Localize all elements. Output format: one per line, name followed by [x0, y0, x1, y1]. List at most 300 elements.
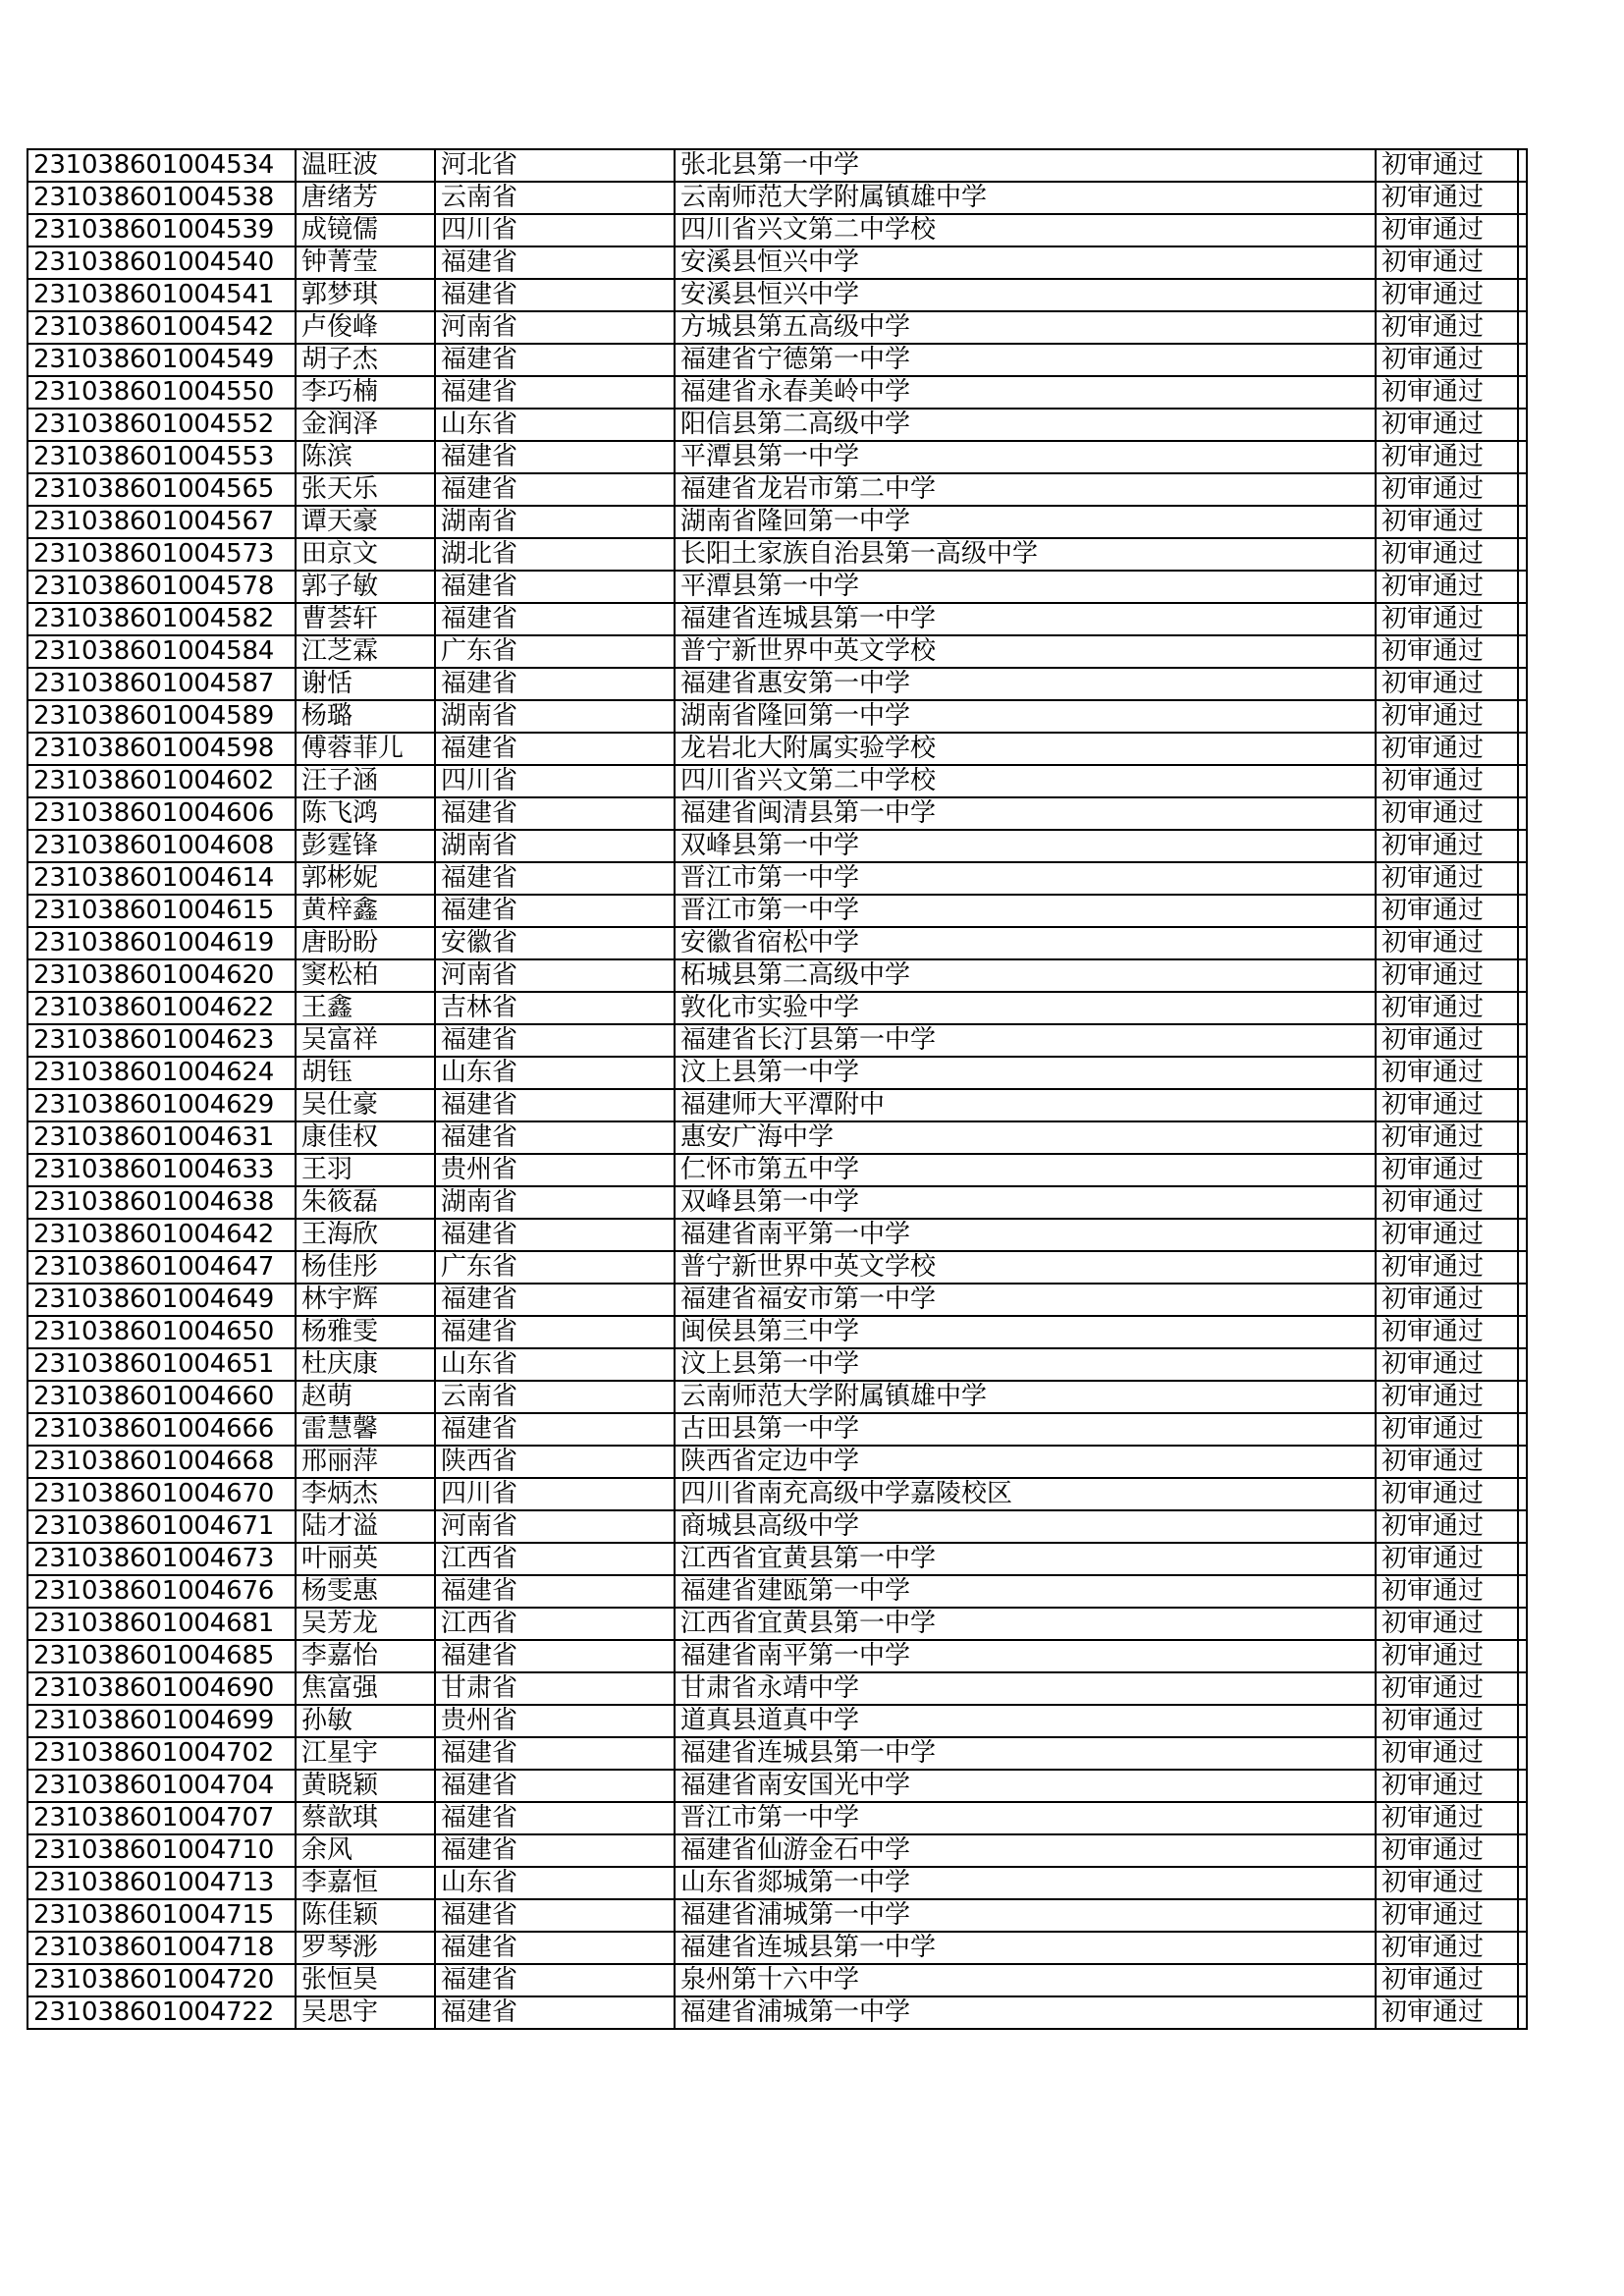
review-status-cell: 初审通过 — [1376, 668, 1518, 700]
applicant-name-cell: 余风 — [296, 1834, 435, 1867]
applicant-id-cell: 231038601004707 — [27, 1802, 296, 1834]
applicant-id-cell: 231038601004670 — [27, 1478, 296, 1510]
applicant-name-cell: 王羽 — [296, 1154, 435, 1186]
review-status-cell: 初审通过 — [1376, 1154, 1518, 1186]
school-cell: 湖南省隆回第一中学 — [675, 506, 1376, 538]
review-status-cell: 初审通过 — [1376, 1381, 1518, 1413]
empty-cell — [1518, 1932, 1527, 1964]
empty-cell — [1518, 279, 1527, 311]
applicant-id-cell: 231038601004589 — [27, 700, 296, 733]
province-cell: 四川省 — [435, 1478, 675, 1510]
province-cell: 山东省 — [435, 409, 675, 441]
school-cell: 泉州第十六中学 — [675, 1964, 1376, 1996]
province-cell: 贵州省 — [435, 1154, 675, 1186]
applicant-id-cell: 231038601004619 — [27, 927, 296, 959]
empty-cell — [1518, 635, 1527, 668]
review-status-cell: 初审通过 — [1376, 506, 1518, 538]
applicant-name-cell: 李嘉怡 — [296, 1640, 435, 1672]
province-cell: 福建省 — [435, 1575, 675, 1608]
applicant-name-cell: 成镜儒 — [296, 214, 435, 246]
province-cell: 福建省 — [435, 668, 675, 700]
table-row — [27, 214, 1527, 246]
empty-cell — [1518, 409, 1527, 441]
applicant-name-cell: 卢俊峰 — [296, 311, 435, 344]
applicant-name-cell: 杨璐 — [296, 700, 435, 733]
empty-cell — [1518, 344, 1527, 376]
applicant-id-cell: 231038601004622 — [27, 992, 296, 1024]
table-row — [27, 1510, 1527, 1543]
province-cell: 山东省 — [435, 1867, 675, 1899]
applicant-name-cell: 彭霆锋 — [296, 830, 435, 862]
school-cell: 普宁新世界中英文学校 — [675, 635, 1376, 668]
province-cell: 福建省 — [435, 1834, 675, 1867]
applicant-name-cell: 蔡歆琪 — [296, 1802, 435, 1834]
table-row — [27, 1251, 1527, 1284]
applicant-id-cell: 231038601004540 — [27, 246, 296, 279]
school-cell: 江西省宜黄县第一中学 — [675, 1608, 1376, 1640]
applicant-name-cell: 康佳权 — [296, 1121, 435, 1154]
applicant-name-cell: 李巧楠 — [296, 376, 435, 409]
school-cell: 云南师范大学附属镇雄中学 — [675, 182, 1376, 214]
school-cell: 晋江市第一中学 — [675, 1802, 1376, 1834]
review-status-cell: 初审通过 — [1376, 279, 1518, 311]
applicant-id-cell: 231038601004673 — [27, 1543, 296, 1575]
empty-cell — [1518, 473, 1527, 506]
school-cell: 平潭县第一中学 — [675, 571, 1376, 603]
empty-cell — [1518, 1284, 1527, 1316]
school-cell: 四川省兴文第二中学校 — [675, 214, 1376, 246]
applicant-name-cell: 赵萌 — [296, 1381, 435, 1413]
applicant-id-cell: 231038601004623 — [27, 1024, 296, 1057]
table-row — [27, 1834, 1527, 1867]
province-cell: 河南省 — [435, 1510, 675, 1543]
table-row — [27, 1121, 1527, 1154]
table-row — [27, 311, 1527, 344]
table-row — [27, 1024, 1527, 1057]
table-row — [27, 1802, 1527, 1834]
review-status-cell: 初审通过 — [1376, 1575, 1518, 1608]
review-status-cell: 初审通过 — [1376, 311, 1518, 344]
school-cell: 福建省龙岩市第二中学 — [675, 473, 1376, 506]
applicant-name-cell: 李炳杰 — [296, 1478, 435, 1510]
empty-cell — [1518, 311, 1527, 344]
applicant-id-cell: 231038601004553 — [27, 441, 296, 473]
table-row — [27, 1154, 1527, 1186]
school-cell: 福建省闽清县第一中学 — [675, 797, 1376, 830]
applicant-name-cell: 唐盼盼 — [296, 927, 435, 959]
review-status-cell: 初审通过 — [1376, 1640, 1518, 1672]
applicant-name-cell: 窦松柏 — [296, 959, 435, 992]
applicant-name-cell: 雷慧馨 — [296, 1413, 435, 1446]
empty-cell — [1518, 538, 1527, 571]
empty-cell — [1518, 1154, 1527, 1186]
empty-cell — [1518, 246, 1527, 279]
table-row — [27, 344, 1527, 376]
applicant-name-cell: 吴富祥 — [296, 1024, 435, 1057]
table-row — [27, 1186, 1527, 1219]
empty-cell — [1518, 1413, 1527, 1446]
table-row — [27, 1543, 1527, 1575]
table-row — [27, 1932, 1527, 1964]
table-row — [27, 1996, 1527, 2029]
school-cell: 福建省连城县第一中学 — [675, 1737, 1376, 1770]
province-cell: 安徽省 — [435, 927, 675, 959]
empty-cell — [1518, 1478, 1527, 1510]
province-cell: 福建省 — [435, 1121, 675, 1154]
table-row — [27, 506, 1527, 538]
applicant-name-cell: 杨雅雯 — [296, 1316, 435, 1348]
school-cell: 福建省宁德第一中学 — [675, 344, 1376, 376]
review-status-cell: 初审通过 — [1376, 895, 1518, 927]
table-row — [27, 1089, 1527, 1121]
province-cell: 云南省 — [435, 182, 675, 214]
applicant-name-cell: 张天乐 — [296, 473, 435, 506]
review-status-cell: 初审通过 — [1376, 214, 1518, 246]
applicant-id-cell: 231038601004584 — [27, 635, 296, 668]
review-status-cell: 初审通过 — [1376, 538, 1518, 571]
applicant-name-cell: 黄梓鑫 — [296, 895, 435, 927]
applicant-id-cell: 231038601004671 — [27, 1510, 296, 1543]
applicant-id-cell: 231038601004702 — [27, 1737, 296, 1770]
school-cell: 双峰县第一中学 — [675, 830, 1376, 862]
table-row — [27, 1348, 1527, 1381]
province-cell: 福建省 — [435, 1770, 675, 1802]
applicant-id-cell: 231038601004567 — [27, 506, 296, 538]
review-status-cell: 初审通过 — [1376, 1802, 1518, 1834]
empty-cell — [1518, 1186, 1527, 1219]
applicant-name-cell: 王海欣 — [296, 1219, 435, 1251]
province-cell: 河南省 — [435, 311, 675, 344]
province-cell: 福建省 — [435, 1802, 675, 1834]
applicant-id-cell: 231038601004573 — [27, 538, 296, 571]
school-cell: 晋江市第一中学 — [675, 895, 1376, 927]
empty-cell — [1518, 1640, 1527, 1672]
province-cell: 江西省 — [435, 1543, 675, 1575]
applicant-id-cell: 231038601004565 — [27, 473, 296, 506]
school-cell: 福建省浦城第一中学 — [675, 1996, 1376, 2029]
applicant-name-cell: 陈佳颖 — [296, 1899, 435, 1932]
empty-cell — [1518, 1121, 1527, 1154]
review-status-cell: 初审通过 — [1376, 635, 1518, 668]
applicant-name-cell: 唐绪芳 — [296, 182, 435, 214]
province-cell: 福建省 — [435, 1737, 675, 1770]
applicant-id-cell: 231038601004541 — [27, 279, 296, 311]
review-status-cell: 初审通过 — [1376, 992, 1518, 1024]
review-status-cell: 初审通过 — [1376, 1867, 1518, 1899]
province-cell: 湖南省 — [435, 506, 675, 538]
empty-cell — [1518, 1575, 1527, 1608]
review-status-cell: 初审通过 — [1376, 830, 1518, 862]
applicant-id-cell: 231038601004542 — [27, 311, 296, 344]
school-cell: 福建省建瓯第一中学 — [675, 1575, 1376, 1608]
table-row — [27, 182, 1527, 214]
applicant-id-cell: 231038601004651 — [27, 1348, 296, 1381]
school-cell: 方城县第五高级中学 — [675, 311, 1376, 344]
applicant-id-cell: 231038601004642 — [27, 1219, 296, 1251]
applicant-id-cell: 231038601004660 — [27, 1381, 296, 1413]
table-row — [27, 1899, 1527, 1932]
province-cell: 四川省 — [435, 765, 675, 797]
applicant-name-cell: 王鑫 — [296, 992, 435, 1024]
applicant-name-cell: 吴仕豪 — [296, 1089, 435, 1121]
applicant-id-cell: 231038601004681 — [27, 1608, 296, 1640]
school-cell: 福建省长汀县第一中学 — [675, 1024, 1376, 1057]
applicant-name-cell: 杜庆康 — [296, 1348, 435, 1381]
empty-cell — [1518, 1057, 1527, 1089]
table-row — [27, 668, 1527, 700]
applicant-name-cell: 汪子涵 — [296, 765, 435, 797]
empty-cell — [1518, 1867, 1527, 1899]
school-cell: 安溪县恒兴中学 — [675, 279, 1376, 311]
applicant-id-cell: 231038601004587 — [27, 668, 296, 700]
table-row — [27, 409, 1527, 441]
province-cell: 福建省 — [435, 1316, 675, 1348]
school-cell: 阳信县第二高级中学 — [675, 409, 1376, 441]
empty-cell — [1518, 1316, 1527, 1348]
province-cell: 甘肃省 — [435, 1672, 675, 1705]
school-cell: 山东省郯城第一中学 — [675, 1867, 1376, 1899]
table-row — [27, 603, 1527, 635]
school-cell: 福建省仙游金石中学 — [675, 1834, 1376, 1867]
applicant-id-cell: 231038601004722 — [27, 1996, 296, 2029]
review-status-cell: 初审通过 — [1376, 733, 1518, 765]
empty-cell — [1518, 182, 1527, 214]
applicant-name-cell: 胡子杰 — [296, 344, 435, 376]
review-status-cell: 初审通过 — [1376, 1510, 1518, 1543]
school-cell: 湖南省隆回第一中学 — [675, 700, 1376, 733]
table-row — [27, 1964, 1527, 1996]
empty-cell — [1518, 1608, 1527, 1640]
empty-cell — [1518, 571, 1527, 603]
applicant-id-cell: 231038601004668 — [27, 1446, 296, 1478]
review-status-cell: 初审通过 — [1376, 927, 1518, 959]
empty-cell — [1518, 959, 1527, 992]
province-cell: 贵州省 — [435, 1705, 675, 1737]
review-status-cell: 初审通过 — [1376, 1770, 1518, 1802]
table-row — [27, 571, 1527, 603]
review-status-cell: 初审通过 — [1376, 1024, 1518, 1057]
province-cell: 福建省 — [435, 1413, 675, 1446]
applicant-id-cell: 231038601004666 — [27, 1413, 296, 1446]
applicant-id-cell: 231038601004685 — [27, 1640, 296, 1672]
applicant-id-cell: 231038601004690 — [27, 1672, 296, 1705]
empty-cell — [1518, 149, 1527, 182]
applicant-name-cell: 李嘉恒 — [296, 1867, 435, 1899]
applicant-name-cell: 张恒昊 — [296, 1964, 435, 1996]
empty-cell — [1518, 992, 1527, 1024]
applicant-name-cell: 郭彬妮 — [296, 862, 435, 895]
school-cell: 古田县第一中学 — [675, 1413, 1376, 1446]
province-cell: 福建省 — [435, 1089, 675, 1121]
empty-cell — [1518, 1705, 1527, 1737]
school-cell: 江西省宜黄县第一中学 — [675, 1543, 1376, 1575]
applicant-id-cell: 231038601004620 — [27, 959, 296, 992]
school-cell: 闽侯县第三中学 — [675, 1316, 1376, 1348]
school-cell: 龙岩北大附属实验学校 — [675, 733, 1376, 765]
review-status-cell: 初审通过 — [1376, 765, 1518, 797]
province-cell: 福建省 — [435, 1284, 675, 1316]
school-cell: 福建省连城县第一中学 — [675, 1932, 1376, 1964]
review-status-cell: 初审通过 — [1376, 409, 1518, 441]
school-cell: 平潭县第一中学 — [675, 441, 1376, 473]
school-cell: 陕西省定边中学 — [675, 1446, 1376, 1478]
school-cell: 安徽省宿松中学 — [675, 927, 1376, 959]
empty-cell — [1518, 603, 1527, 635]
review-status-cell: 初审通过 — [1376, 1899, 1518, 1932]
school-cell: 甘肃省永靖中学 — [675, 1672, 1376, 1705]
empty-cell — [1518, 506, 1527, 538]
applicant-id-cell: 231038601004606 — [27, 797, 296, 830]
empty-cell — [1518, 1899, 1527, 1932]
table-row — [27, 797, 1527, 830]
applicant-id-cell: 231038601004538 — [27, 182, 296, 214]
empty-cell — [1518, 895, 1527, 927]
province-cell: 福建省 — [435, 1024, 675, 1057]
province-cell: 云南省 — [435, 1381, 675, 1413]
applicant-name-cell: 胡钰 — [296, 1057, 435, 1089]
applicant-id-cell: 231038601004615 — [27, 895, 296, 927]
empty-cell — [1518, 733, 1527, 765]
applicant-name-cell: 杨雯惠 — [296, 1575, 435, 1608]
empty-cell — [1518, 441, 1527, 473]
school-cell: 双峰县第一中学 — [675, 1186, 1376, 1219]
empty-cell — [1518, 765, 1527, 797]
applicant-name-cell: 金润泽 — [296, 409, 435, 441]
table-row — [27, 927, 1527, 959]
school-cell: 汶上县第一中学 — [675, 1348, 1376, 1381]
table-row — [27, 1413, 1527, 1446]
applicant-table — [27, 148, 1528, 2030]
school-cell: 商城县高级中学 — [675, 1510, 1376, 1543]
empty-cell — [1518, 1446, 1527, 1478]
applicant-id-cell: 231038601004713 — [27, 1867, 296, 1899]
applicant-id-cell: 231038601004552 — [27, 409, 296, 441]
school-cell: 晋江市第一中学 — [675, 862, 1376, 895]
empty-cell — [1518, 797, 1527, 830]
school-cell: 福建省连城县第一中学 — [675, 603, 1376, 635]
applicant-id-cell: 231038601004647 — [27, 1251, 296, 1284]
province-cell: 陕西省 — [435, 1446, 675, 1478]
applicant-name-cell: 谭天豪 — [296, 506, 435, 538]
review-status-cell: 初审通过 — [1376, 1543, 1518, 1575]
applicant-id-cell: 231038601004720 — [27, 1964, 296, 1996]
province-cell: 福建省 — [435, 344, 675, 376]
province-cell: 湖南省 — [435, 1186, 675, 1219]
empty-cell — [1518, 214, 1527, 246]
table-row — [27, 635, 1527, 668]
applicant-id-cell: 231038601004624 — [27, 1057, 296, 1089]
school-cell: 云南师范大学附属镇雄中学 — [675, 1381, 1376, 1413]
school-cell: 敦化市实验中学 — [675, 992, 1376, 1024]
table-row — [27, 1219, 1527, 1251]
empty-cell — [1518, 1543, 1527, 1575]
school-cell: 张北县第一中学 — [675, 149, 1376, 182]
review-status-cell: 初审通过 — [1376, 1705, 1518, 1737]
review-status-cell: 初审通过 — [1376, 1219, 1518, 1251]
school-cell: 普宁新世界中英文学校 — [675, 1251, 1376, 1284]
school-cell: 四川省南充高级中学嘉陵校区 — [675, 1478, 1376, 1510]
table-row — [27, 538, 1527, 571]
empty-cell — [1518, 1510, 1527, 1543]
school-cell: 长阳土家族自治县第一高级中学 — [675, 538, 1376, 571]
review-status-cell: 初审通过 — [1376, 376, 1518, 409]
applicant-name-cell: 吴芳龙 — [296, 1608, 435, 1640]
review-status-cell: 初审通过 — [1376, 441, 1518, 473]
province-cell: 山东省 — [435, 1348, 675, 1381]
empty-cell — [1518, 1996, 1527, 2029]
province-cell: 福建省 — [435, 1996, 675, 2029]
table-row — [27, 1284, 1527, 1316]
review-status-cell: 初审通过 — [1376, 246, 1518, 279]
table-row — [27, 441, 1527, 473]
province-cell: 江西省 — [435, 1608, 675, 1640]
empty-cell — [1518, 1219, 1527, 1251]
table-row — [27, 1867, 1527, 1899]
province-cell: 福建省 — [435, 1932, 675, 1964]
province-cell: 湖南省 — [435, 700, 675, 733]
table-row — [27, 733, 1527, 765]
applicant-id-cell: 231038601004539 — [27, 214, 296, 246]
empty-cell — [1518, 1089, 1527, 1121]
province-cell: 福建省 — [435, 1899, 675, 1932]
school-cell: 福建省永春美岭中学 — [675, 376, 1376, 409]
school-cell: 四川省兴文第二中学校 — [675, 765, 1376, 797]
table-row — [27, 1608, 1527, 1640]
review-status-cell: 初审通过 — [1376, 1478, 1518, 1510]
province-cell: 福建省 — [435, 797, 675, 830]
applicant-name-cell: 黄晓颖 — [296, 1770, 435, 1802]
review-status-cell: 初审通过 — [1376, 1251, 1518, 1284]
empty-cell — [1518, 1348, 1527, 1381]
table-row — [27, 246, 1527, 279]
province-cell: 福建省 — [435, 571, 675, 603]
review-status-cell: 初审通过 — [1376, 1284, 1518, 1316]
table-row — [27, 1446, 1527, 1478]
review-status-cell: 初审通过 — [1376, 1932, 1518, 1964]
empty-cell — [1518, 1672, 1527, 1705]
table-row — [27, 1381, 1527, 1413]
school-cell: 福建师大平潭附中 — [675, 1089, 1376, 1121]
empty-cell — [1518, 376, 1527, 409]
applicant-name-cell: 江星宇 — [296, 1737, 435, 1770]
review-status-cell: 初审通过 — [1376, 473, 1518, 506]
table-row — [27, 1057, 1527, 1089]
province-cell: 福建省 — [435, 1964, 675, 1996]
table-row — [27, 1316, 1527, 1348]
applicant-name-cell: 曹荟轩 — [296, 603, 435, 635]
empty-cell — [1518, 1024, 1527, 1057]
province-cell: 福建省 — [435, 895, 675, 927]
table-row — [27, 959, 1527, 992]
table-row — [27, 1672, 1527, 1705]
province-cell: 吉林省 — [435, 992, 675, 1024]
applicant-name-cell: 郭子敏 — [296, 571, 435, 603]
school-cell: 安溪县恒兴中学 — [675, 246, 1376, 279]
table-row — [27, 1640, 1527, 1672]
review-status-cell: 初审通过 — [1376, 1121, 1518, 1154]
province-cell: 福建省 — [435, 603, 675, 635]
applicant-name-cell: 钟菁莹 — [296, 246, 435, 279]
applicant-id-cell: 231038601004631 — [27, 1121, 296, 1154]
table-body — [27, 149, 1527, 2029]
applicant-id-cell: 231038601004650 — [27, 1316, 296, 1348]
applicant-id-cell: 231038601004534 — [27, 149, 296, 182]
table-row — [27, 279, 1527, 311]
applicant-id-cell: 231038601004710 — [27, 1834, 296, 1867]
province-cell: 福建省 — [435, 376, 675, 409]
review-status-cell: 初审通过 — [1376, 1672, 1518, 1705]
applicant-name-cell: 傅蓉菲儿 — [296, 733, 435, 765]
